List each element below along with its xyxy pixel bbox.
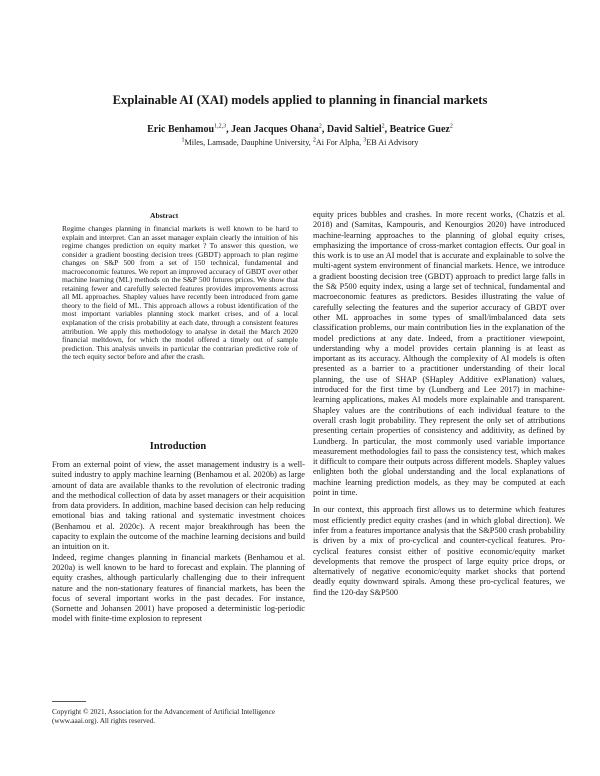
affiliation-marker: 3 [363, 137, 367, 144]
paragraph: In our context, this approach first allows us to determine which features most efficiently predict equity crashes (and in which global direction). We infer from a features importance analysis that the S&P500 crash probability is driven by a mix of pro-cyclical and counter-cyclical features. Pro-cyclical features consist either of positive economic/equity market developments that remove the prospect of large equity price drops, or alternatively of negative economic/equity market shocks that portend deadly equity downward spirals. Among these pro-cyclical features, we find the 120-day S&P500 [313, 505, 565, 597]
author-affiliation-marker: 1,2,3 [214, 123, 227, 130]
introduction-heading: Introduction [149, 441, 207, 452]
affiliation-list [0, 138, 600, 147]
author-affiliation-marker: 2 [449, 123, 453, 130]
author-affiliation-marker: 2 [318, 123, 322, 130]
paragraph: Indeed, regime changes planning in financial markets (Benhamou et al. 2020a) is well known to be hard to forecast and explain. The planning of equity crashes, although particularly challenging due to their infrequent nature and the non-stationary features of financial markets, has been the focus of several important works in the past decades. For instance, (Sornette and Johansen 2001) have proposed a deterministic log-periodic model with finite-time explosion to represent [52, 552, 305, 624]
author-name: Beatrice Guez [389, 124, 450, 135]
author-list: Eric Benhamou$^{1,2,3}$, Jean Jacques Ohana$^2$, David Saltiel$^2$, Beatrice Guez$^2$ [147, 123, 453, 135]
author-name: Eric Benhamou [147, 124, 215, 135]
paragraph: equity prices bubbles and crashes. In more recent works, (Chatzis et al. 2018) and (Samitas, Kampouris, and Kenourgios 2020) have introduced machine-learning approaches to the planning of global equity crises, emphasizing the importance of cross-market contagion effects. Our goal in this work is to use an AI model that is accurate and explainable to solve the multi-agent system environment of financial markets. Hence, we introduce a gradient boosting decision tree (GBDT) approach to predict large falls in the S& P500 equity index, using a large set of technical, fundamental and macroeconomic features as predictors. Besides illustrating the value of carefully selecting the features and the superior accuracy of GBDT over other ML approaches in some types of small/imbalanced data sets classification problems, our main contribution lies in the explanation of the model predictions at any date. Indeed, from a practitioner viewpoint, understanding why a model provides certain planning is at least as important as its accuracy. Although the complexity of AI models is often presented as a barrier to a practitioner understanding of their local planning, the use of SHAP (SHapley Additive exPlanation) values, introduced for the first time by (Lundberg and Lee 2017) in machine-learning applications, makes AI models more explainable and transparent. Shapley values are the contributions of each individual feature to the overall crash logit probability. They represent the only set of attributions presenting certain properties of consistency and additivity, as defined by Lundberg. In particular, the most commonly used variable importance measurement methodologies fail to pass the consistency test, which makes it difficult to compare their outputs across different models. Shapley values enlighten both the global understanding and the local explanations of machine learning prediction models, as they may be computed at each point in time. [313, 210, 565, 498]
left-column-text [52, 460, 305, 625]
footnote-rule [52, 701, 86, 702]
author-affiliation-marker: 2 [381, 123, 385, 130]
copyright-footnote: Copyright © 2021, Association for the Advancement of Artificial Intelligence (www.aaai.org). All rights reserved. [52, 708, 276, 725]
author-name: David Saltiel [326, 124, 382, 135]
paper-title: Explainable AI (XAI) models applied to planning in financial markets [112, 93, 488, 107]
affiliation-marker: 1 [181, 137, 185, 144]
abstract-body: Regime changes planning in financial markets is well known to be hard to explain and interpret. Can an asset manager explain clearly the intuition of his regime changes prediction on equity market ? To answer this question, we consider a gradient boosting decision trees (GBDT) approach to plan regime changes on S&P 500 from a set of 150 technical, fundamental and macroeconomic features. We report an improved accuracy of GBDT over other machine learning (ML) methods on the S&P 500 futures prices. We show that retaining fewer and carefully selected features provides improvements across all ML approaches. Shapley values have recently been introduced from game theory to the field of ML. This approach allows a robust identification of the most important variables planning stock market crises, and of a local explanation of the crisis probability at each date, through a consistent features attribution. We apply this methodology to analyse in detail the March 2020 financial meltdown, for which the model offered a timely out of sample prediction. This analysis unveils in particular the contrarian predictive role of the tech equity sector before and after the crash. [62, 224, 298, 362]
affiliation: Miles, Lamsade, Dauphine University, [184, 138, 313, 147]
affiliation: Ai For Alpha, [315, 138, 364, 147]
abstract-heading: Abstract [150, 211, 179, 220]
right-column-text [313, 210, 565, 598]
paragraph: From an external point of view, the asset management industry is a well-suited industry to apply machine learning (Benhamou et al. 2020b) as large amount of data are available thanks to the revolution of electronic trading and the methodical collection of data by asset managers or their acquisition from data providers. In addition, machine based decision can help reducing emotional bias and taking rational and systematic investment choices (Benhamou et al. 2020c). A recent major breakthrough has been the capacity to explain the outcome of the machine learning decisions and build an intuition on it. [52, 460, 305, 552]
affiliation: EB Ai Advisory [366, 138, 419, 147]
author-name: Jean Jacques Ohana [231, 124, 319, 135]
affiliation-marker: 2 [312, 137, 316, 144]
